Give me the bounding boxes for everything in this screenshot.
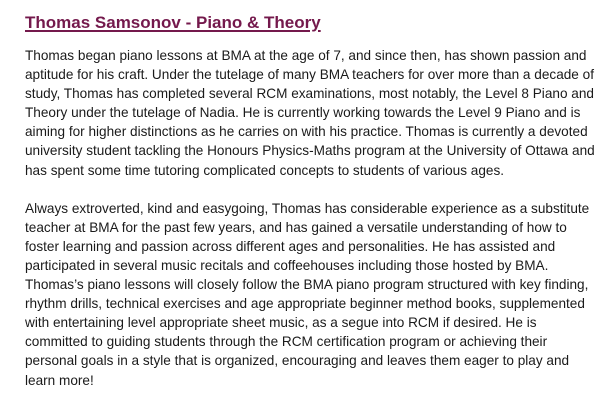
bio-page: [25, 12, 597, 390]
bio-paragraph-2: Always extroverted, kind and easygoing, Thomas has considerable experience as a substitute teacher at BMA for the past few years, and has gained a versatile understanding of how to foster learning and passion across different ages and personalities. He has assisted and participated in several music recitals and coffeehouses including those hosted by BMA. Thomas’s piano lessons will closely follow the BMA piano program structured with key finding, rhythm drills, technical exercises and age appropriate beginner method books, supplemented with entertaining level appropriate sheet music, as a segue into RCM if desired. He is committed to guiding students through the RCM certification program or achieving their personal goals in a style that is organized, encouraging and leaves them eager to play and learn more!: [25, 200, 590, 388]
page-title: Thomas Samsonov - Piano & Theory: [25, 13, 321, 32]
bio-paragraph-1: Thomas began piano lessons at BMA at the age of 7, and since then, has shown passion and aptitude for his craft. Under the tutelage of many BMA teachers for over more than a decade of study, Thomas has completed several RCM examinations, most notably, the Level 8 Piano and Theory under the tutelage of Nadia. He is currently working towards the Level 9 Piano and is aiming for higher distinctions as he carries on with his practice. Thomas is currently a devoted university student tackling the Honours Physics-Maths program at the University of Ottawa and has spent some time tutoring complicated concepts to students of various ages.: [25, 48, 595, 178]
